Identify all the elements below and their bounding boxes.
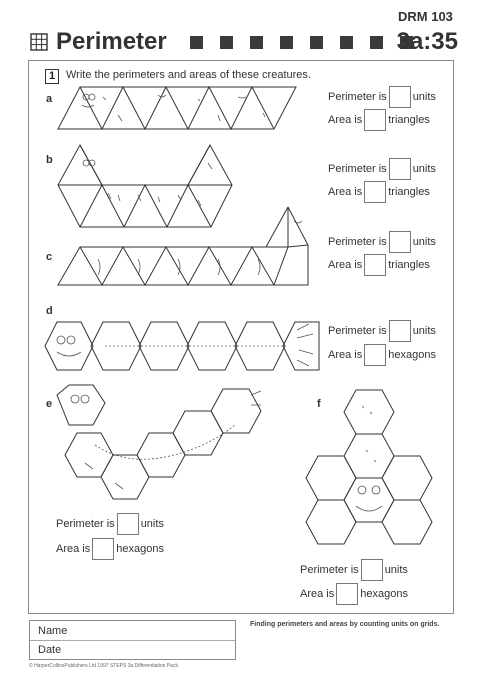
- answer-box[interactable]: [336, 583, 358, 605]
- name-date-box[interactable]: [29, 620, 236, 660]
- worksheet-code: DRM 103: [398, 9, 453, 24]
- copyright: © HarperCollinsPublishers Ltd 1997 STEPS 3a Differentiation Pack: [29, 663, 178, 669]
- item-letter-e: e: [46, 398, 53, 410]
- answer-box[interactable]: [92, 538, 114, 560]
- answer-a-perimeter: Perimeter is units: [328, 86, 436, 108]
- item-letter-b: b: [46, 154, 53, 166]
- answer-box[interactable]: [361, 559, 383, 581]
- answer-b-perimeter: Perimeter is units: [328, 158, 436, 180]
- answer-f-area: Area is hexagons: [300, 583, 408, 605]
- creature-d-hexagons: [45, 320, 320, 375]
- decorative-squares: [190, 36, 430, 54]
- creature-e-hexagons: [55, 385, 280, 505]
- page-reference: 3a:35: [396, 28, 458, 55]
- answer-d-perimeter: Perimeter is units: [328, 320, 436, 342]
- answer-box[interactable]: [389, 158, 411, 180]
- creature-a-triangles: [58, 85, 298, 135]
- question-instruction: Write the perimeters and areas of these creatures.: [66, 69, 311, 81]
- name-label: Name: [38, 625, 68, 637]
- title-row: [30, 28, 460, 58]
- footer-note: Finding perimeters and areas by counting units on grids.: [250, 621, 440, 628]
- answer-b-area: Area is triangles: [328, 181, 430, 203]
- grid-icon: [30, 33, 48, 51]
- answer-d-area: Area is hexagons: [328, 344, 436, 366]
- answer-c-area: Area is triangles: [328, 254, 430, 276]
- item-letter-d: d: [46, 305, 53, 317]
- item-letter-f: f: [317, 398, 321, 410]
- divider: [30, 640, 235, 641]
- answer-a-area: Area is triangles: [328, 109, 430, 131]
- answer-box[interactable]: [389, 320, 411, 342]
- creature-c-triangles: [58, 207, 310, 289]
- answer-box[interactable]: [364, 109, 386, 131]
- page-title: Perimeter: [56, 28, 167, 55]
- item-letter-a: a: [46, 93, 53, 105]
- answer-box[interactable]: [117, 513, 139, 535]
- answer-box[interactable]: [389, 86, 411, 108]
- answer-box[interactable]: [364, 254, 386, 276]
- item-letter-c: c: [46, 251, 53, 263]
- question-number: 1: [45, 69, 59, 84]
- date-label: Date: [38, 644, 62, 656]
- creature-f-hexagons: [300, 390, 440, 560]
- answer-c-perimeter: Perimeter is units: [328, 231, 436, 253]
- answer-box[interactable]: [389, 231, 411, 253]
- answer-e-perimeter: Perimeter is units: [56, 513, 164, 535]
- answer-e-area: Area is hexagons: [56, 538, 164, 560]
- answer-box[interactable]: [364, 181, 386, 203]
- answer-box[interactable]: [364, 344, 386, 366]
- answer-f-perimeter: Perimeter is units: [300, 559, 408, 581]
